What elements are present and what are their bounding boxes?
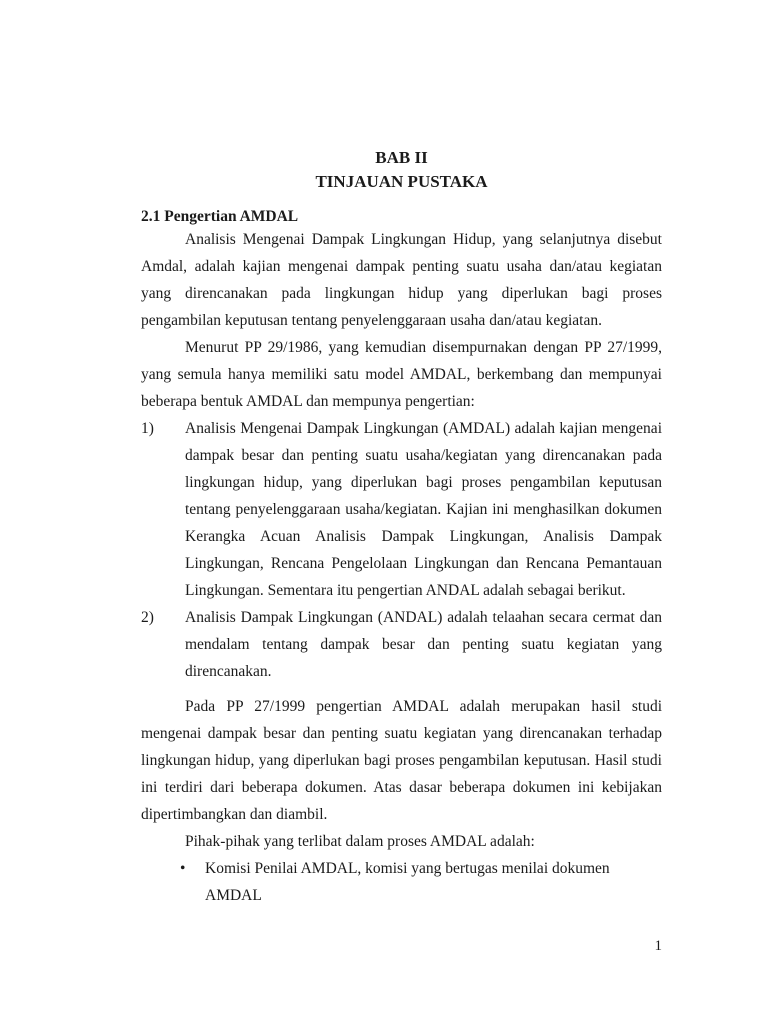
chapter-title: BAB II	[375, 148, 428, 167]
page-number: 1	[654, 938, 662, 954]
intro-line: Pihak-pihak yang terlibat dalam proses AMDAL adalah:	[185, 833, 535, 850]
paragraph: Menurut PP 29/1986, yang kemudian disempurnakan dengan PP 27/1999, yang semula hanya memiliki satu model AMDAL, berkembang dan mempunyai beberapa bentuk AMDAL dan mempunya pengertian:	[141, 339, 662, 410]
bullet-item-text: Komisi Penilai AMDAL, komisi yang bertugas menilai dokumen AMDAL	[205, 860, 610, 904]
list-item-text: Analisis Dampak Lingkungan (ANDAL) adalah telaahan secara cermat dan mendalam tentang dampak besar dan penting suatu kegiatan yang direncanakan.	[185, 609, 662, 680]
chapter-subtitle: TINJAUAN PUSTAKA	[315, 172, 488, 191]
numbered-list-item	[141, 604, 662, 685]
list-item-text: Analisis Mengenai Dampak Lingkungan (AMDAL) adalah kajian mengenai dampak besar dan penting suatu usaha/kegiatan yang direncanakan pada lingkungan hidup, yang diperlukan bagi proses pengambilan keputusan tentang penyelenggaraan usaha/kegiatan. Kajian ini menghasilkan dokumen Kerangka Acuan Analisis Dampak Lingkungan, Analisis Dampak Lingkungan, Rencana Pengelolaan Lingkungan dan Rencana Pemantauan Lingkungan. Sementara itu pengertian ANDAL adalah sebagai berikut.	[185, 420, 662, 599]
section-heading: 2.1 Pengertian AMDAL	[141, 208, 299, 225]
paragraph: Pada PP 27/1999 pengertian AMDAL adalah merupakan hasil studi mengenai dampak besar dan penting suatu kegiatan yang direncanakan terhadap lingkungan hidup, yang diperlukan bagi proses pengambilan keputusan. Hasil studi ini terdiri dari beberapa dokumen. Atas dasar beberapa dokumen ini kebijakan dipertimbangkan dan diambil.	[141, 698, 662, 823]
chapter-title-block	[141, 146, 662, 194]
list-item-marker: 1)	[141, 420, 154, 437]
page-content	[141, 146, 662, 909]
paragraph: Analisis Mengenai Dampak Lingkungan Hidup, yang selanjutnya disebut Amdal, adalah kajian mengenai dampak penting suatu usaha dan/atau kegiatan yang direncanakan pada lingkungan hidup yang diperlukan bagi proses pengambilan keputusan tentang penyelenggaraan usaha dan/atau kegiatan.	[141, 231, 662, 329]
bullet-list-item	[180, 855, 662, 909]
list-item-marker: 2)	[141, 609, 154, 626]
bullet-icon: •	[180, 860, 186, 877]
numbered-list-item	[141, 415, 662, 604]
